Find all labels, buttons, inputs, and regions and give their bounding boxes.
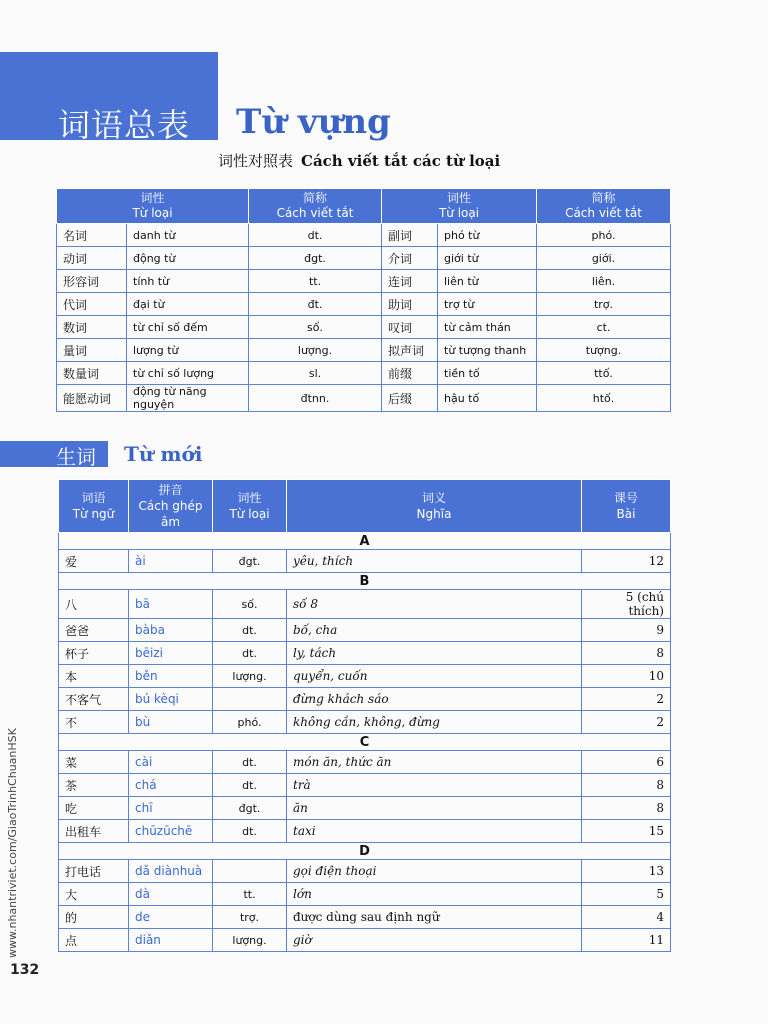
table-row — [57, 247, 671, 270]
table-row — [59, 711, 671, 734]
pos-chinese: 连词 — [382, 270, 438, 293]
pos-abbreviation: giới. — [537, 247, 671, 270]
pos-vietnamese: động từ — [127, 247, 249, 270]
word-cell: 打电话 — [59, 860, 129, 883]
pinyin-cell: běn — [129, 665, 213, 688]
pos-vietnamese: hậu tố — [438, 385, 537, 412]
pos-cell: đgt. — [213, 550, 287, 573]
pinyin-cell: bú kèqi — [129, 688, 213, 711]
meaning-cell: quyển, cuốn — [287, 665, 582, 688]
pos-cell: lượng. — [213, 929, 287, 952]
word-cell: 茶 — [59, 774, 129, 797]
pos-chinese: 拟声词 — [382, 339, 438, 362]
pos-cell: dt. — [213, 751, 287, 774]
side-url: www.nhantriviet.com/GiaoTrinhChuanHSK — [6, 728, 19, 958]
lesson-header: 课号 Bài — [582, 480, 671, 533]
table-row — [59, 820, 671, 843]
vocabulary-table — [58, 479, 671, 952]
pos-vietnamese: giới từ — [438, 247, 537, 270]
pos-cell: lượng. — [213, 665, 287, 688]
pos-cell: dt. — [213, 820, 287, 843]
letter-row — [59, 533, 671, 550]
table-row — [57, 224, 671, 247]
letter-heading: A — [59, 533, 671, 550]
pinyin-cell: bàba — [129, 619, 213, 642]
subtitle-vietnamese: Cách viết tắt các từ loại — [301, 152, 501, 170]
table-row — [57, 385, 671, 412]
pos-cell: đgt. — [213, 797, 287, 820]
page-title-vietnamese: Từ vựng — [236, 102, 391, 142]
pos-chinese: 量词 — [57, 339, 127, 362]
lesson-cell: 15 — [582, 820, 671, 843]
word-cell: 爱 — [59, 550, 129, 573]
meaning-header: 词义 Nghĩa — [287, 480, 582, 533]
pinyin-cell: dǎ diànhuà — [129, 860, 213, 883]
pos-chinese: 数词 — [57, 316, 127, 339]
pos-abbreviation-table — [56, 188, 671, 412]
pinyin-header: 拼音 Cách ghép âm — [129, 480, 213, 533]
word-cell: 杯子 — [59, 642, 129, 665]
meaning-cell: yêu, thích — [287, 550, 582, 573]
lesson-cell: 12 — [582, 550, 671, 573]
letter-heading: B — [59, 573, 671, 590]
pos-chinese: 动词 — [57, 247, 127, 270]
pos-vietnamese: trợ từ — [438, 293, 537, 316]
pos-header-1: 词性 Từ loại — [57, 189, 249, 224]
pinyin-cell: bù — [129, 711, 213, 734]
table-row — [59, 642, 671, 665]
pos-abbreviation: sl. — [249, 362, 382, 385]
pos-cell: dt. — [213, 642, 287, 665]
pos-vietnamese: phó từ — [438, 224, 537, 247]
pos-abbreviation: tt. — [249, 270, 382, 293]
pos-chinese: 介词 — [382, 247, 438, 270]
table-row — [59, 774, 671, 797]
meaning-cell: số 8 — [287, 590, 582, 619]
section-title-vietnamese: Từ mới — [124, 442, 203, 466]
word-cell: 本 — [59, 665, 129, 688]
pos-abbreviation: lượng. — [249, 339, 382, 362]
word-cell: 大 — [59, 883, 129, 906]
pinyin-cell: cài — [129, 751, 213, 774]
pos-chinese: 能愿动词 — [57, 385, 127, 412]
lesson-cell: 2 — [582, 711, 671, 734]
table-row — [59, 550, 671, 573]
pos-cell: tt. — [213, 883, 287, 906]
table-row — [59, 883, 671, 906]
pos-vietnamese: từ tượng thanh — [438, 339, 537, 362]
pos-cell: số. — [213, 590, 287, 619]
word-cell: 吃 — [59, 797, 129, 820]
meaning-cell: ly, tách — [287, 642, 582, 665]
pos-vietnamese: liên từ — [438, 270, 537, 293]
word-cell: 爸爸 — [59, 619, 129, 642]
word-header: 词语 Từ ngữ — [59, 480, 129, 533]
pos-cell — [213, 688, 287, 711]
table-row — [59, 751, 671, 774]
pos-chinese: 形容词 — [57, 270, 127, 293]
meaning-cell: gọi điện thoại — [287, 860, 582, 883]
table-row — [57, 362, 671, 385]
meaning-cell: bố, cha — [287, 619, 582, 642]
pinyin-cell: de — [129, 906, 213, 929]
pos-abbreviation: dt. — [249, 224, 382, 247]
pinyin-cell: dà — [129, 883, 213, 906]
table-row — [59, 619, 671, 642]
pos-vietnamese: từ cảm thán — [438, 316, 537, 339]
pos-abbreviation: đtnn. — [249, 385, 382, 412]
word-cell: 出租车 — [59, 820, 129, 843]
meaning-cell: không cần, không, đừng — [287, 711, 582, 734]
pos-abbreviation: liên. — [537, 270, 671, 293]
pos-cell: dt. — [213, 619, 287, 642]
letter-row — [59, 573, 671, 590]
meaning-cell: lớn — [287, 883, 582, 906]
lesson-cell: 11 — [582, 929, 671, 952]
pos-cell: dt. — [213, 774, 287, 797]
pos-abbreviation: đgt. — [249, 247, 382, 270]
table-row — [57, 293, 671, 316]
word-cell: 点 — [59, 929, 129, 952]
letter-row — [59, 843, 671, 860]
meaning-cell: đừng khách sáo — [287, 688, 582, 711]
meaning-cell: được dùng sau định ngữ — [287, 906, 582, 929]
pos-vietnamese: từ chỉ số lượng — [127, 362, 249, 385]
lesson-cell: 5 — [582, 883, 671, 906]
table-row — [59, 929, 671, 952]
table-row — [59, 797, 671, 820]
pos-chinese: 叹词 — [382, 316, 438, 339]
table-row — [57, 270, 671, 293]
letter-row — [59, 734, 671, 751]
lesson-cell: 8 — [582, 774, 671, 797]
pos-chinese: 副词 — [382, 224, 438, 247]
word-cell: 菜 — [59, 751, 129, 774]
pos-header-2: 词性 Từ loại — [382, 189, 537, 224]
pos-abbreviation: trợ. — [537, 293, 671, 316]
table-row — [59, 860, 671, 883]
lesson-cell: 8 — [582, 642, 671, 665]
pos-chinese: 前缀 — [382, 362, 438, 385]
pinyin-cell: bēizi — [129, 642, 213, 665]
meaning-cell: trà — [287, 774, 582, 797]
pos-vietnamese: danh từ — [127, 224, 249, 247]
pos-chinese: 代词 — [57, 293, 127, 316]
page-number: 132 — [10, 962, 40, 978]
section-title-chinese: 生词 — [56, 445, 96, 469]
pinyin-cell: chī — [129, 797, 213, 820]
meaning-cell: món ăn, thức ăn — [287, 751, 582, 774]
table-row — [59, 688, 671, 711]
pos-abbreviation: phó. — [537, 224, 671, 247]
lesson-cell: 2 — [582, 688, 671, 711]
pos-vietnamese: lượng từ — [127, 339, 249, 362]
lesson-cell: 6 — [582, 751, 671, 774]
table-row — [57, 316, 671, 339]
table-row — [59, 906, 671, 929]
pos-vietnamese: đại từ — [127, 293, 249, 316]
pos-vietnamese: tiền tố — [438, 362, 537, 385]
letter-heading: D — [59, 843, 671, 860]
lesson-cell: 13 — [582, 860, 671, 883]
word-cell: 的 — [59, 906, 129, 929]
page-title-chinese: 词语总表 — [58, 106, 191, 144]
pos-chinese: 名词 — [57, 224, 127, 247]
pos-vietnamese: động từ năng nguyện — [127, 385, 249, 412]
abbr-header-1: 简称 Cách viết tắt — [249, 189, 382, 224]
table-row — [59, 665, 671, 688]
pos-cell: phó. — [213, 711, 287, 734]
pos-chinese: 数量词 — [57, 362, 127, 385]
subtitle — [218, 150, 500, 171]
subtitle-chinese: 词性对照表 — [218, 152, 294, 170]
pos-abbreviation: htố. — [537, 385, 671, 412]
pos-abbreviation: ct. — [537, 316, 671, 339]
pos-vietnamese: tính từ — [127, 270, 249, 293]
table-row — [57, 339, 671, 362]
pinyin-cell: bā — [129, 590, 213, 619]
pinyin-cell: chūzūchē — [129, 820, 213, 843]
lesson-cell: 9 — [582, 619, 671, 642]
lesson-cell: 5 (chú thích) — [582, 590, 671, 619]
meaning-cell: giờ — [287, 929, 582, 952]
pinyin-cell: ài — [129, 550, 213, 573]
pos-abbreviation: đt. — [249, 293, 382, 316]
pos-chinese: 助词 — [382, 293, 438, 316]
pos-abbreviation: số. — [249, 316, 382, 339]
pinyin-cell: chá — [129, 774, 213, 797]
pos-header: 词性 Từ loại — [213, 480, 287, 533]
lesson-cell: 4 — [582, 906, 671, 929]
pos-cell: trợ. — [213, 906, 287, 929]
word-cell: 不 — [59, 711, 129, 734]
word-cell: 不客气 — [59, 688, 129, 711]
meaning-cell: taxi — [287, 820, 582, 843]
pos-vietnamese: từ chỉ số đếm — [127, 316, 249, 339]
pos-chinese: 后缀 — [382, 385, 438, 412]
pos-abbreviation: ttố. — [537, 362, 671, 385]
letter-heading: C — [59, 734, 671, 751]
word-cell: 八 — [59, 590, 129, 619]
pos-abbreviation: tượng. — [537, 339, 671, 362]
pinyin-cell: diǎn — [129, 929, 213, 952]
abbr-header-2: 简称 Cách viết tắt — [537, 189, 671, 224]
pos-cell — [213, 860, 287, 883]
lesson-cell: 8 — [582, 797, 671, 820]
lesson-cell: 10 — [582, 665, 671, 688]
meaning-cell: ăn — [287, 797, 582, 820]
table-row — [59, 590, 671, 619]
